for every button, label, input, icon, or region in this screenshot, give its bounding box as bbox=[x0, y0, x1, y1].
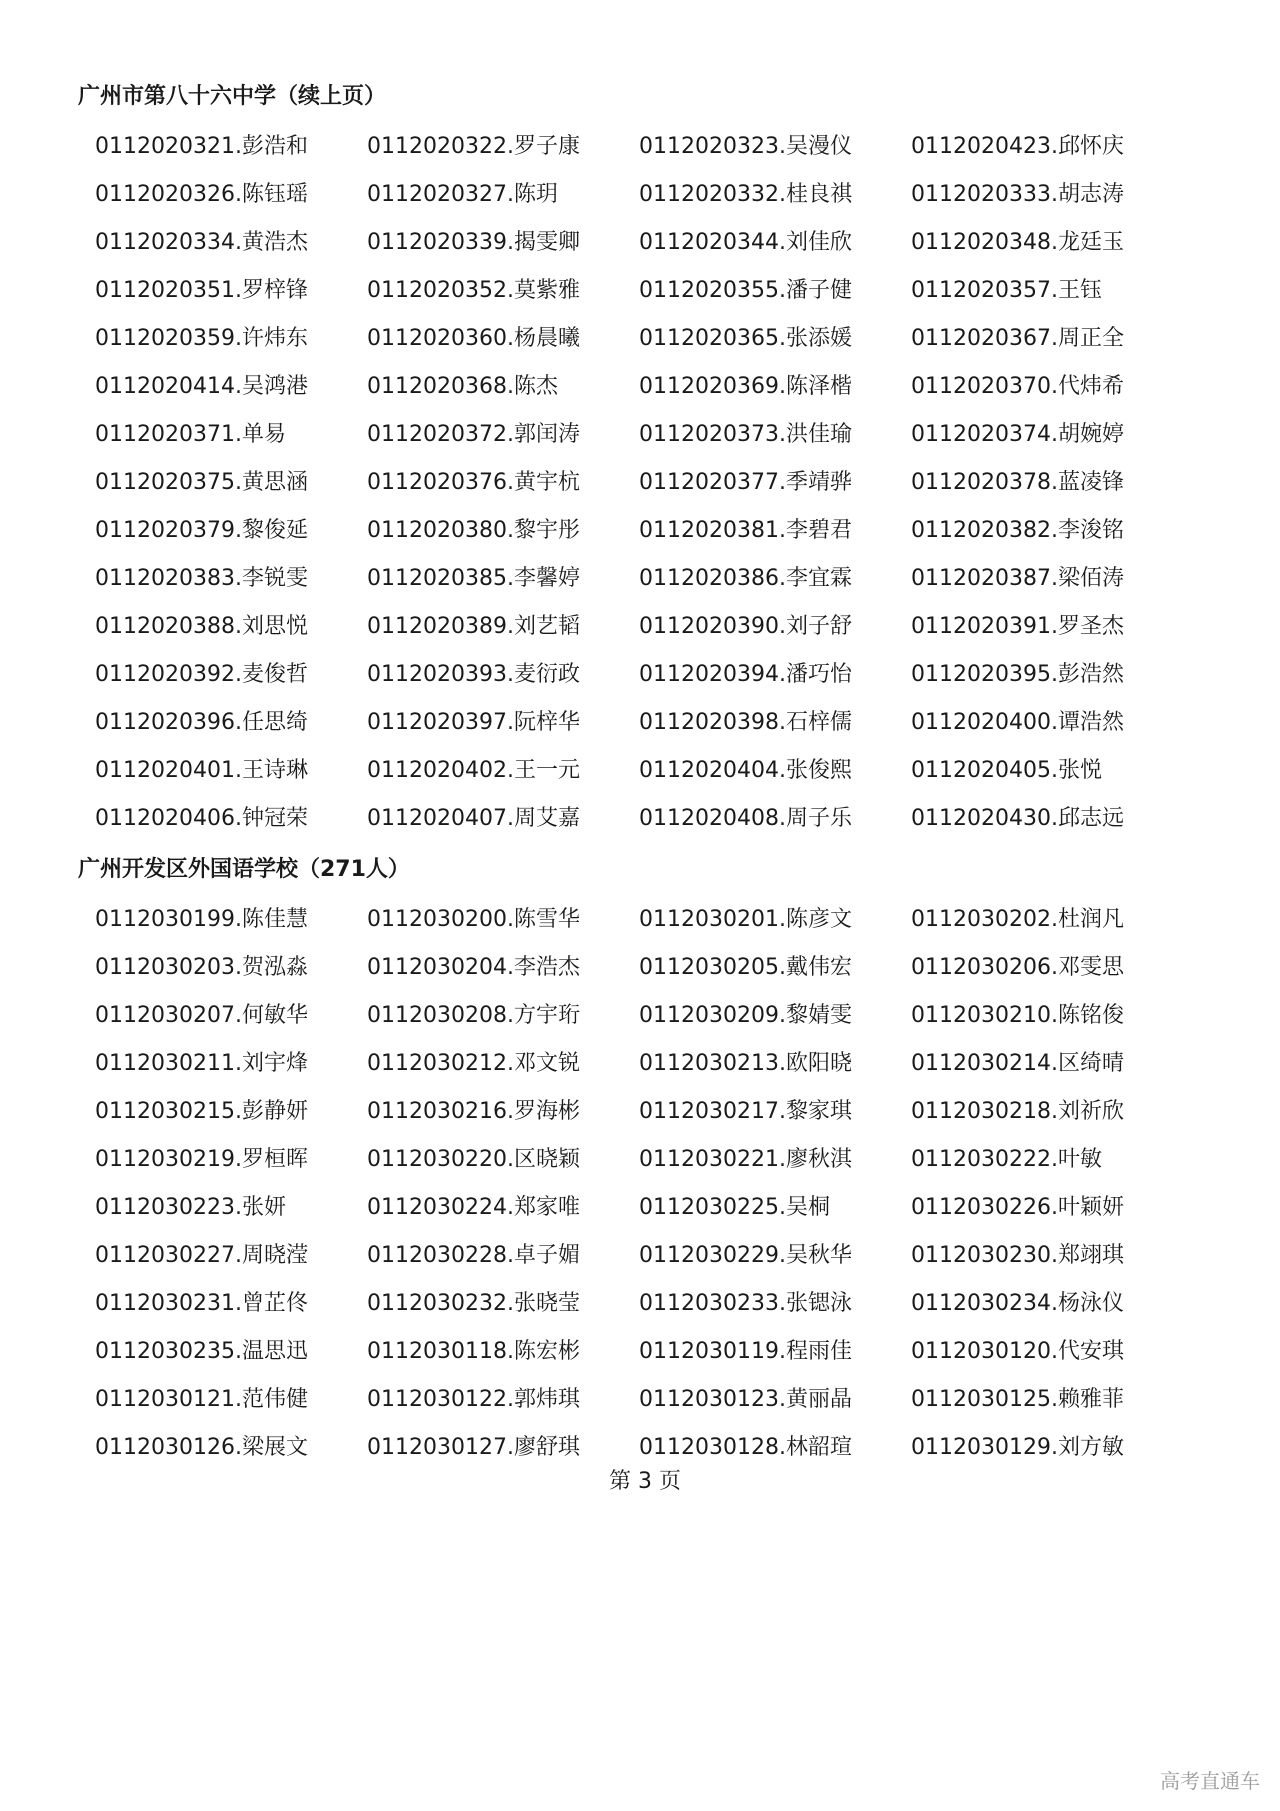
student-entry: 0112030207.何敏华 bbox=[95, 1003, 308, 1028]
student-entry: 0112030222.叶敏 bbox=[911, 1147, 1102, 1172]
student-entry: 0112030209.黎婧雯 bbox=[639, 1003, 852, 1028]
student-entry: 0112030224.郑家唯 bbox=[367, 1195, 580, 1220]
section-title: 广州市第八十六中学（续上页） bbox=[78, 84, 387, 109]
list-row bbox=[95, 363, 1215, 411]
student-entry: 0112020339.揭雯卿 bbox=[367, 230, 580, 255]
list-row bbox=[95, 171, 1215, 219]
list-row bbox=[95, 555, 1215, 603]
list-row bbox=[95, 1040, 1215, 1088]
student-entry: 0112030216.罗海彬 bbox=[367, 1099, 580, 1124]
student-entry: 0112020376.黄宇杭 bbox=[367, 470, 580, 495]
student-entry: 0112020323.吴漫仪 bbox=[639, 134, 852, 159]
student-entry: 0112030125.赖雅菲 bbox=[911, 1387, 1124, 1412]
watermark: 高考直通车 bbox=[1160, 1769, 1260, 1793]
student-entry: 0112020400.谭浩然 bbox=[911, 710, 1124, 735]
student-entry: 0112020395.彭浩然 bbox=[911, 662, 1124, 687]
student-entry: 0112030232.张晓莹 bbox=[367, 1291, 580, 1316]
student-entry: 0112030217.黎家琪 bbox=[639, 1099, 852, 1124]
list-row bbox=[95, 795, 1215, 843]
student-entry: 0112030229.吴秋华 bbox=[639, 1243, 852, 1268]
student-entry: 0112020382.李浚铭 bbox=[911, 518, 1124, 543]
student-entry: 0112020357.王钰 bbox=[911, 278, 1102, 303]
student-entry: 0112030210.陈铭俊 bbox=[911, 1003, 1124, 1028]
student-entry: 0112020375.黄思涵 bbox=[95, 470, 308, 495]
student-entry: 0112020390.刘子舒 bbox=[639, 614, 852, 639]
student-entry: 0112030119.程雨佳 bbox=[639, 1339, 852, 1364]
student-entry: 0112020377.季靖骅 bbox=[639, 470, 852, 495]
student-entry: 0112020321.彭浩和 bbox=[95, 134, 308, 159]
student-list bbox=[95, 123, 1215, 843]
list-row bbox=[95, 1328, 1215, 1376]
student-entry: 0112030199.陈佳慧 bbox=[95, 907, 308, 932]
student-entry: 0112020381.李碧君 bbox=[639, 518, 852, 543]
list-row bbox=[95, 1088, 1215, 1136]
student-entry: 0112020378.蓝凌锋 bbox=[911, 470, 1124, 495]
student-entry: 0112020398.石梓儒 bbox=[639, 710, 852, 735]
student-entry: 0112020334.黄浩杰 bbox=[95, 230, 308, 255]
student-entry: 0112030120.代安琪 bbox=[911, 1339, 1124, 1364]
list-row bbox=[95, 1376, 1215, 1424]
student-entry: 0112020401.王诗琳 bbox=[95, 758, 308, 783]
student-entry: 0112030211.刘宇烽 bbox=[95, 1051, 308, 1076]
student-entry: 0112020379.黎俊延 bbox=[95, 518, 308, 543]
list-row bbox=[95, 315, 1215, 363]
list-row bbox=[95, 944, 1215, 992]
student-entry: 0112030226.叶颖妍 bbox=[911, 1195, 1124, 1220]
student-entry: 0112020348.龙廷玉 bbox=[911, 230, 1124, 255]
student-entry: 0112030214.区绮晴 bbox=[911, 1051, 1124, 1076]
student-entry: 0112030206.邓雯思 bbox=[911, 955, 1124, 980]
student-entry: 0112030122.郭炜琪 bbox=[367, 1387, 580, 1412]
student-entry: 0112020392.麦俊哲 bbox=[95, 662, 308, 687]
student-entry: 0112020414.吴鸿港 bbox=[95, 374, 308, 399]
student-entry: 0112030200.陈雪华 bbox=[367, 907, 580, 932]
student-entry: 0112030204.李浩杰 bbox=[367, 955, 580, 980]
student-entry: 0112020322.罗子康 bbox=[367, 134, 580, 159]
list-row bbox=[95, 1136, 1215, 1184]
student-entry: 0112020396.任思绮 bbox=[95, 710, 308, 735]
student-entry: 0112030126.梁展文 bbox=[95, 1435, 308, 1460]
list-row bbox=[95, 507, 1215, 555]
student-entry: 0112030208.方宇珩 bbox=[367, 1003, 580, 1028]
student-entry: 0112020351.罗梓锋 bbox=[95, 278, 308, 303]
student-entry: 0112020333.胡志涛 bbox=[911, 182, 1124, 207]
student-entry: 0112020344.刘佳欣 bbox=[639, 230, 852, 255]
student-entry: 0112020389.刘艺韬 bbox=[367, 614, 580, 639]
student-entry: 0112020408.周子乐 bbox=[639, 806, 852, 831]
student-entry: 0112020369.陈泽楷 bbox=[639, 374, 852, 399]
student-entry: 0112020332.桂良祺 bbox=[639, 182, 852, 207]
list-row bbox=[95, 219, 1215, 267]
student-entry: 0112020359.许炜东 bbox=[95, 326, 308, 351]
list-row bbox=[95, 411, 1215, 459]
student-entry: 0112030221.廖秋淇 bbox=[639, 1147, 852, 1172]
student-entry: 0112020368.陈杰 bbox=[367, 374, 558, 399]
student-entry: 0112020365.张添媛 bbox=[639, 326, 852, 351]
student-entry: 0112020326.陈钰瑶 bbox=[95, 182, 308, 207]
student-entry: 0112020386.李宜霖 bbox=[639, 566, 852, 591]
student-entry: 0112030205.戴伟宏 bbox=[639, 955, 852, 980]
student-entry: 0112030118.陈宏彬 bbox=[367, 1339, 580, 1364]
student-entry: 0112020404.张俊熙 bbox=[639, 758, 852, 783]
student-entry: 0112020372.郭闰涛 bbox=[367, 422, 580, 447]
student-entry: 0112030212.邓文锐 bbox=[367, 1051, 580, 1076]
student-entry: 0112030223.张妍 bbox=[95, 1195, 286, 1220]
list-row bbox=[95, 747, 1215, 795]
student-entry: 0112030128.林韶瑄 bbox=[639, 1435, 852, 1460]
student-entry: 0112020373.洪佳瑜 bbox=[639, 422, 852, 447]
page-number: 第 3 页 bbox=[609, 1469, 681, 1494]
student-entry: 0112020402.王一元 bbox=[367, 758, 580, 783]
student-entry: 0112020385.李馨婷 bbox=[367, 566, 580, 591]
list-row bbox=[95, 1184, 1215, 1232]
list-row bbox=[95, 267, 1215, 315]
student-entry: 0112020393.麦衍政 bbox=[367, 662, 580, 687]
student-entry: 0112020380.黎宇彤 bbox=[367, 518, 580, 543]
student-entry: 0112020360.杨晨曦 bbox=[367, 326, 580, 351]
student-entry: 0112030231.曾芷佟 bbox=[95, 1291, 308, 1316]
student-entry: 0112020405.张悦 bbox=[911, 758, 1102, 783]
student-entry: 0112030230.郑翊琪 bbox=[911, 1243, 1124, 1268]
student-entry: 0112020355.潘子健 bbox=[639, 278, 852, 303]
student-entry: 0112030233.张锶泳 bbox=[639, 1291, 852, 1316]
student-entry: 0112020388.刘思悦 bbox=[95, 614, 308, 639]
student-entry: 0112020391.罗圣杰 bbox=[911, 614, 1124, 639]
student-entry: 0112020367.周正全 bbox=[911, 326, 1124, 351]
student-entry: 0112030121.范伟健 bbox=[95, 1387, 308, 1412]
student-entry: 0112020387.梁佰涛 bbox=[911, 566, 1124, 591]
student-entry: 0112020374.胡婉婷 bbox=[911, 422, 1124, 447]
student-entry: 0112030219.罗桓晖 bbox=[95, 1147, 308, 1172]
student-entry: 0112020371.单易 bbox=[95, 422, 286, 447]
list-row bbox=[95, 699, 1215, 747]
student-list bbox=[95, 896, 1215, 1472]
section-title: 广州开发区外国语学校（271人） bbox=[78, 857, 410, 882]
list-row bbox=[95, 992, 1215, 1040]
student-entry: 0112030220.区晓颖 bbox=[367, 1147, 580, 1172]
student-entry: 0112020352.莫紫雅 bbox=[367, 278, 580, 303]
student-entry: 0112030234.杨泳仪 bbox=[911, 1291, 1124, 1316]
list-row bbox=[95, 1232, 1215, 1280]
student-entry: 0112020423.邱怀庆 bbox=[911, 134, 1124, 159]
list-row bbox=[95, 1280, 1215, 1328]
student-entry: 0112020383.李锐雯 bbox=[95, 566, 308, 591]
student-entry: 0112020394.潘巧怡 bbox=[639, 662, 852, 687]
student-entry: 0112030235.温思迅 bbox=[95, 1339, 308, 1364]
student-entry: 0112030202.杜润凡 bbox=[911, 907, 1124, 932]
list-row bbox=[95, 123, 1215, 171]
student-entry: 0112030201.陈彦文 bbox=[639, 907, 852, 932]
student-entry: 0112020370.代炜希 bbox=[911, 374, 1124, 399]
student-entry: 0112030218.刘祈欣 bbox=[911, 1099, 1124, 1124]
student-entry: 0112030227.周晓滢 bbox=[95, 1243, 308, 1268]
list-row bbox=[95, 651, 1215, 699]
list-row bbox=[95, 603, 1215, 651]
student-entry: 0112020407.周艾嘉 bbox=[367, 806, 580, 831]
student-entry: 0112020327.陈玥 bbox=[367, 182, 558, 207]
student-entry: 0112030203.贺泓淼 bbox=[95, 955, 308, 980]
student-entry: 0112030123.黄丽晶 bbox=[639, 1387, 852, 1412]
list-row bbox=[95, 459, 1215, 507]
student-entry: 0112020430.邱志远 bbox=[911, 806, 1124, 831]
list-row bbox=[95, 896, 1215, 944]
student-entry: 0112020397.阮梓华 bbox=[367, 710, 580, 735]
student-entry: 0112030127.廖舒琪 bbox=[367, 1435, 580, 1460]
student-entry: 0112030228.卓子媚 bbox=[367, 1243, 580, 1268]
student-entry: 0112030213.欧阳晓 bbox=[639, 1051, 852, 1076]
student-entry: 0112030225.吴桐 bbox=[639, 1195, 830, 1220]
student-entry: 0112030215.彭静妍 bbox=[95, 1099, 308, 1124]
student-entry: 0112020406.钟冠荣 bbox=[95, 806, 308, 831]
student-entry: 0112030129.刘方敏 bbox=[911, 1435, 1124, 1460]
